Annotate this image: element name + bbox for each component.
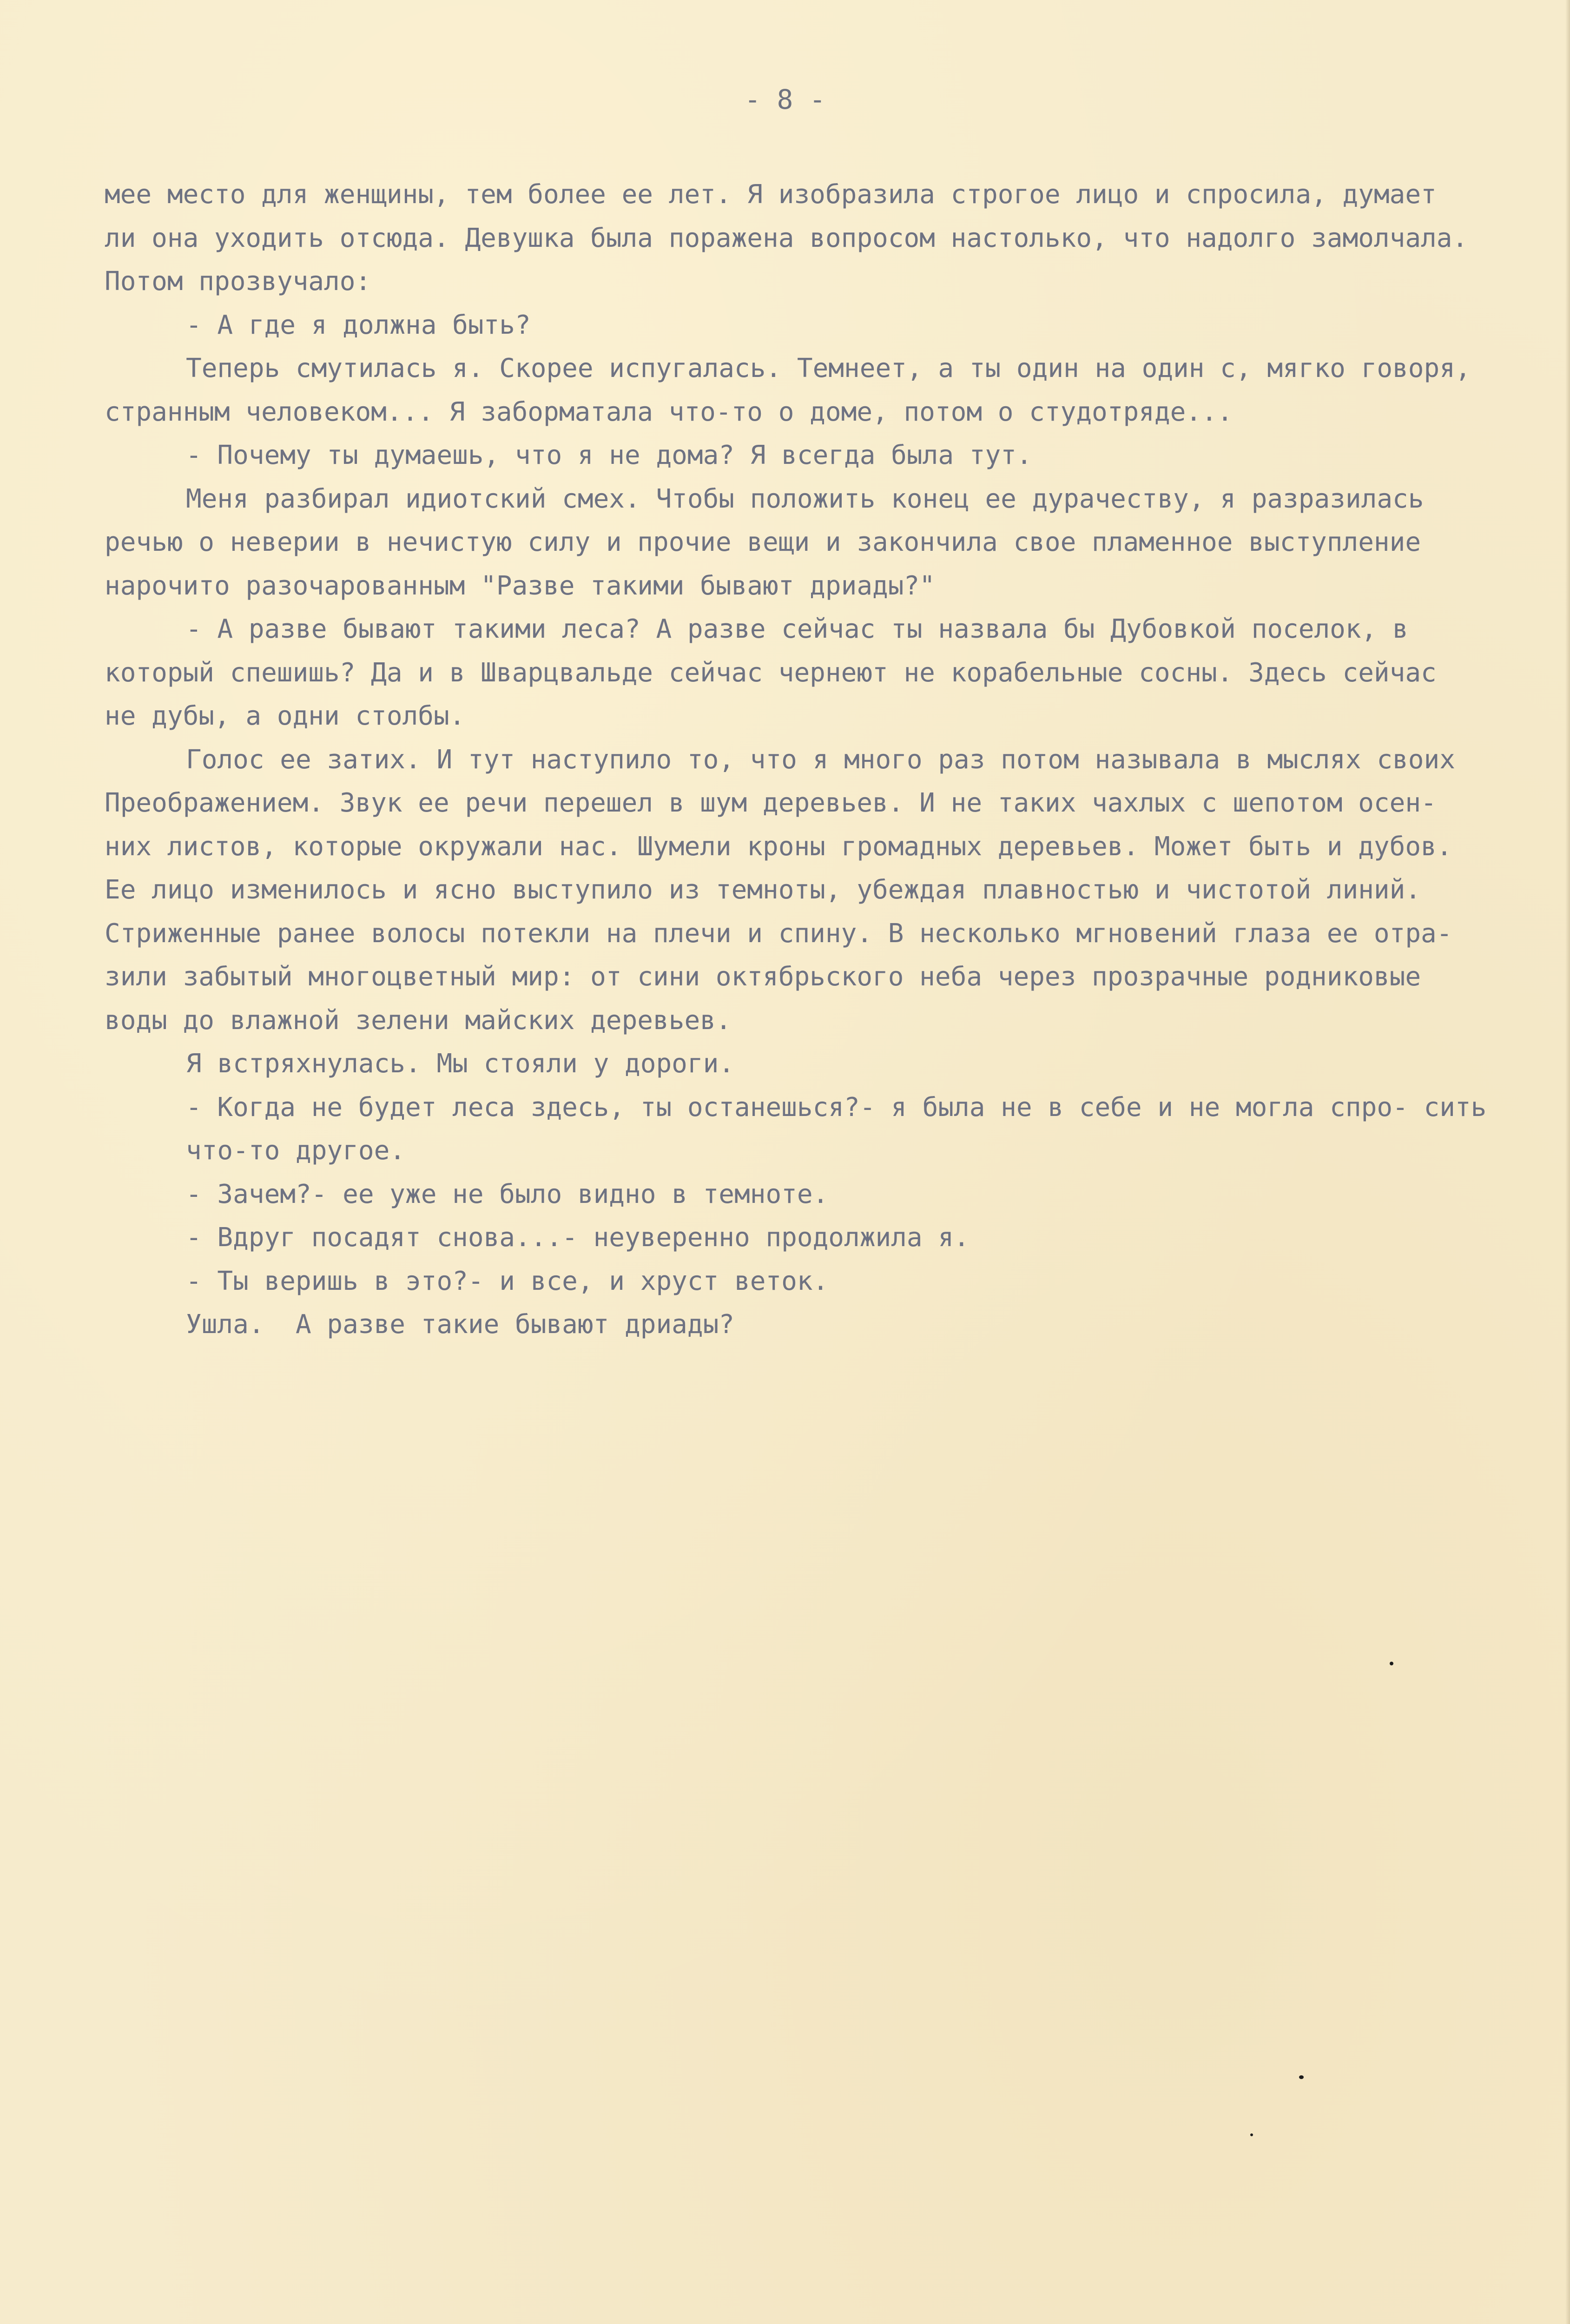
text-line: - А разве бывают такими леса? А разве сейчас ты назвала бы Дубовкой поселок, в bbox=[186, 614, 1408, 644]
text-line: Стриженные ранее волосы потекли на плечи и спину. В несколько мгновений глаза ее отра- bbox=[105, 918, 1452, 949]
text-line: нарочито разочарованным "Разве такими бывают дриады?" bbox=[105, 570, 935, 601]
text-line: не дубы, а одни столбы. bbox=[105, 701, 465, 731]
text-line: - Когда не будет леса здесь, ты останешься?- я была не в себе и не могла спро- сить bbox=[186, 1092, 1487, 1122]
text-line: - Вдруг посадят снова...- неуверенно продолжила я. bbox=[186, 1222, 970, 1253]
body-text bbox=[105, 173, 1545, 1347]
text-line: - Зачем?- ее уже не было видно в темноте. bbox=[186, 1179, 829, 1209]
text-line: Потом прозвучало: bbox=[105, 266, 371, 297]
text-line: них листов, которые окружали нас. Шумели кроны громадных деревьев. Может быть и дубов. bbox=[105, 831, 1452, 862]
text-line: Я встряхнулась. Мы стояли у дороги. bbox=[186, 1049, 735, 1079]
text-line: - А где я должна быть? bbox=[186, 310, 531, 340]
text-line: который спешишь? Да и в Шварцвальде сейчас чернеют не корабельные сосны. Здесь сейчас bbox=[105, 657, 1437, 688]
text-line: - Почему ты думаешь, что я не дома? Я всегда была тут. bbox=[186, 440, 1032, 470]
paper-speck bbox=[1390, 1662, 1393, 1665]
text-line: Теперь смутилась я. Скорее испугалась. Темнеет, а ты один на один с, мягко говоря, bbox=[186, 353, 1471, 383]
paper-speck bbox=[1250, 2133, 1253, 2136]
text-line: Голос ее затих. И тут наступило то, что я много раз потом называла в мыслях своих bbox=[186, 744, 1455, 775]
text-line: ли она уходить отсюда. Девушка была поражена вопросом настолько, что надолго замолчала. bbox=[105, 223, 1468, 253]
text-line: - Ты веришь в это?- и все, и хруст веток. bbox=[186, 1266, 829, 1296]
text-line: странным человеком... Я заборматала что-то о доме, потом о студотряде... bbox=[105, 396, 1233, 427]
page-number: - 8 - bbox=[744, 84, 826, 115]
paper-speck bbox=[1299, 2075, 1304, 2079]
text-line: Меня разбирал идиотский смех. Чтобы положить конец ее дурачеству, я разразилась bbox=[186, 483, 1424, 514]
text-line: Ее лицо изменилось и ясно выступило из темноты, убеждая плавностью и чистотой линий. bbox=[105, 875, 1421, 905]
text-line: зили забытый многоцветный мир: от сини октябрьского неба через прозрачные родниковые bbox=[105, 962, 1421, 992]
text-line: воды до влажной зелени майских деревьев. bbox=[105, 1005, 732, 1036]
text-line: Ушла. А разве такие бывают дриады? bbox=[186, 1309, 735, 1340]
text-line: Преображением. Звук ее речи перешел в шум деревьев. И не таких чахлых с шепотом осен- bbox=[105, 788, 1437, 818]
text-line: речью о неверии в нечистую силу и прочие вещи и закончила свое пламенное выступление bbox=[105, 527, 1421, 557]
text-line: что-то другое. bbox=[186, 1136, 406, 1166]
text-line: мее место для женщины, тем более ее лет. Я изобразила строгое лицо и спросила, думает bbox=[105, 179, 1437, 210]
page-edge-shadow bbox=[1565, 0, 1570, 2324]
